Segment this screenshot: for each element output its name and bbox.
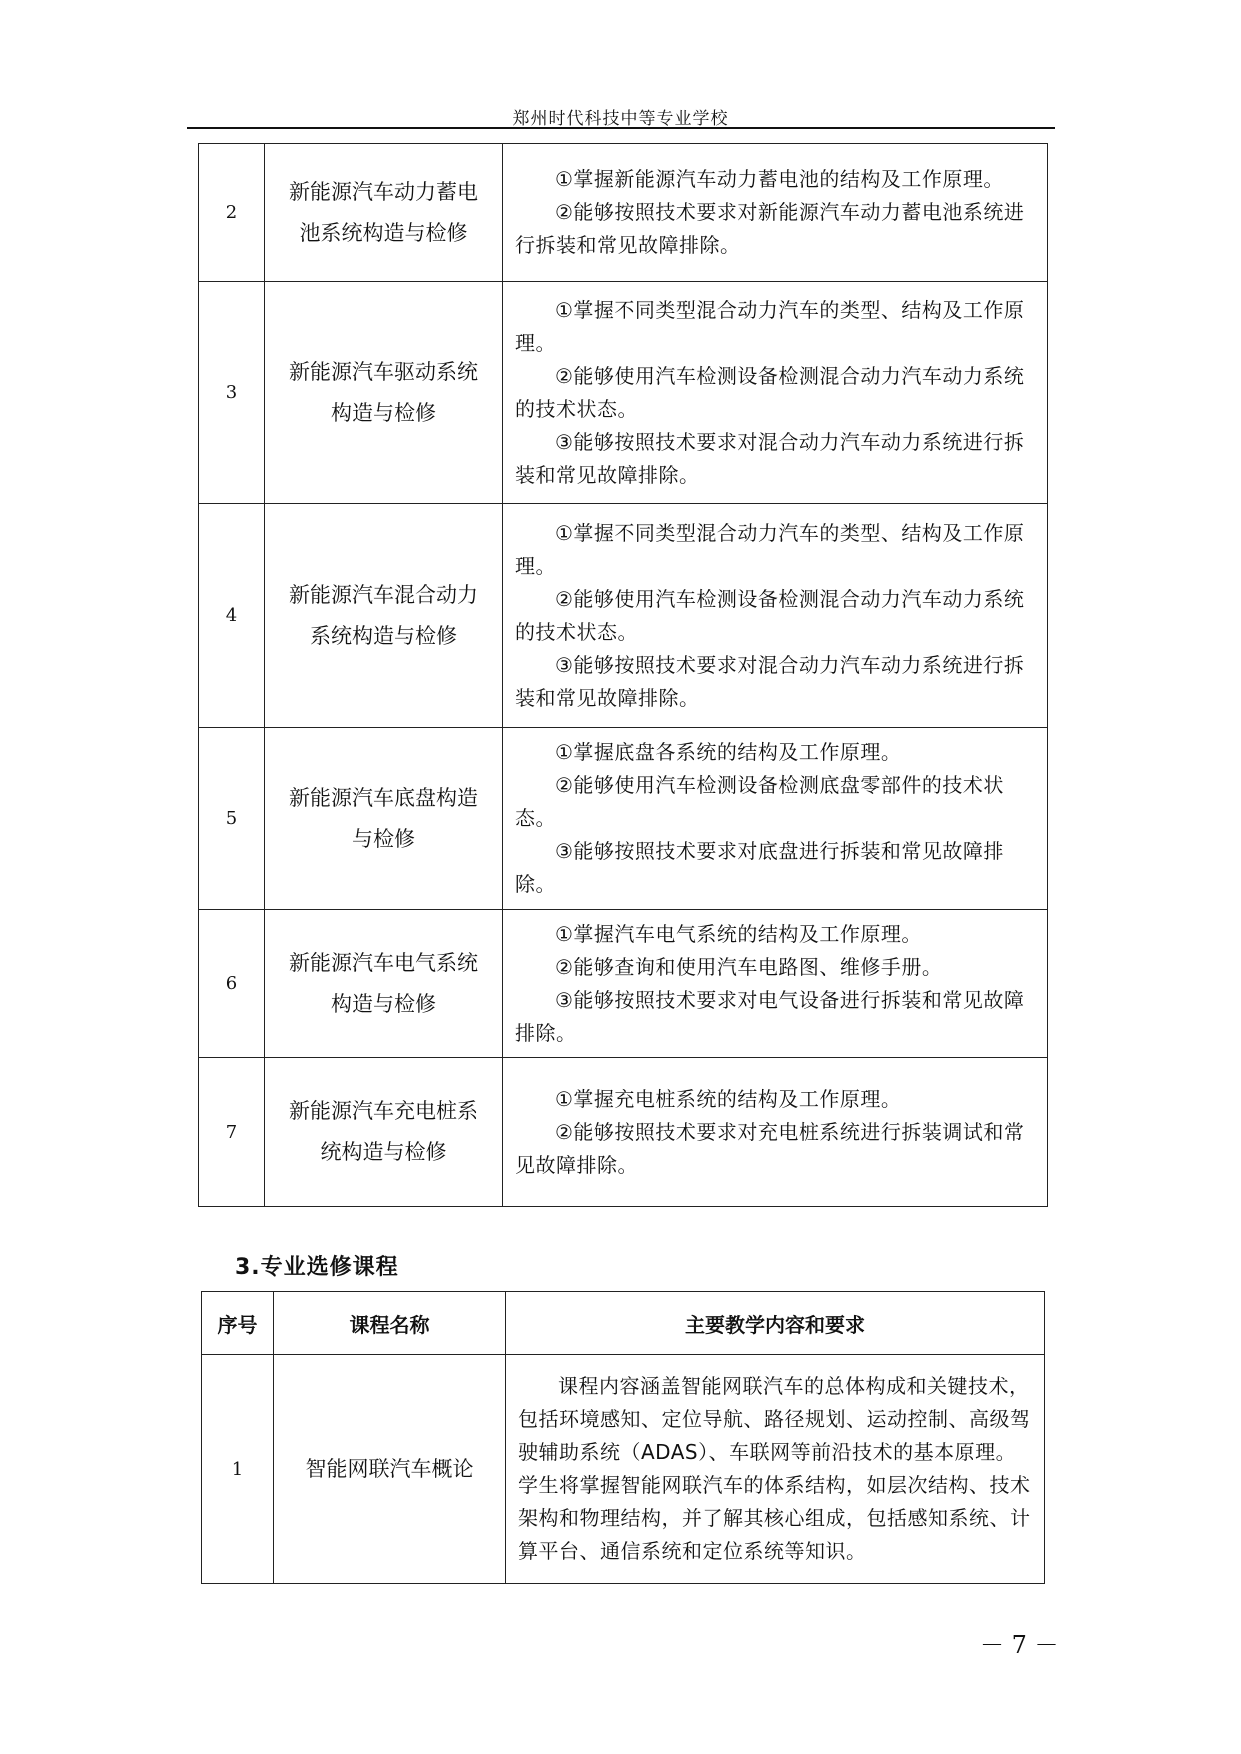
- content-line: ①掌握不同类型混合动力汽车的类型、结构及工作原理。: [515, 297, 1025, 355]
- core-courses-table: [198, 143, 1048, 1207]
- content-line: ①掌握底盘各系统的结构及工作原理。: [555, 740, 902, 764]
- course-number: 2: [199, 144, 265, 282]
- column-header-number: 序号: [202, 1292, 274, 1355]
- course-content: [506, 1355, 1045, 1584]
- table-row: [199, 282, 1048, 504]
- content-line: ②能够按照技术要求对新能源汽车动力蓄电池系统进行拆装和常见故障排除。: [515, 200, 1025, 257]
- content-line: ①掌握不同类型混合动力汽车的类型、结构及工作原理。: [515, 520, 1025, 578]
- page-header-school-name: 郑州时代科技中等专业学校: [512, 109, 729, 129]
- content-line: ①掌握汽车电气系统的结构及工作原理。: [555, 921, 922, 946]
- content-line: ①掌握新能源汽车动力蓄电池的结构及工作原理。: [555, 167, 1004, 191]
- content-line: ②能够查询和使用汽车电路图、维修手册。: [555, 954, 943, 979]
- course-number: 1: [202, 1355, 274, 1584]
- course-content: [503, 1058, 1048, 1207]
- content-line: ③能够按照技术要求对底盘进行拆装和常见故障排除。: [515, 839, 1004, 896]
- course-content: [503, 504, 1048, 728]
- course-number: 7: [199, 1058, 265, 1207]
- table-row: [199, 1058, 1048, 1207]
- elective-courses-table: [201, 1291, 1045, 1584]
- content-line: ①掌握充电桩系统的结构及工作原理。: [555, 1086, 902, 1111]
- course-name: 新能源汽车动力蓄电池系统构造与检修: [265, 144, 503, 282]
- table-row: [199, 910, 1048, 1058]
- header-divider: [187, 127, 1055, 129]
- course-name: 新能源汽车电气系统构造与检修: [265, 910, 503, 1058]
- elective-section-title: 3.专业选修课程: [235, 1255, 399, 1280]
- content-line: ②能够使用汽车检测设备检测混合动力汽车动力系统的技术状态。: [515, 363, 1025, 421]
- course-name: 新能源汽车充电桩系统构造与检修: [265, 1058, 503, 1207]
- content-line: ③能够按照技术要求对混合动力汽车动力系统进行拆装和常见故障排除。: [515, 429, 1025, 487]
- content-line: ②能够使用汽车检测设备检测混合动力汽车动力系统的技术状态。: [515, 586, 1025, 644]
- course-number: 5: [199, 728, 265, 910]
- course-content: [503, 282, 1048, 504]
- table-row: [199, 728, 1048, 910]
- content-line: ③能够按照技术要求对混合动力汽车动力系统进行拆装和常见故障排除。: [515, 652, 1025, 710]
- course-content: [503, 910, 1048, 1058]
- content-line: ②能够按照技术要求对充电桩系统进行拆装调试和常见故障排除。: [515, 1119, 1025, 1177]
- column-header-name: 课程名称: [274, 1292, 506, 1355]
- course-name: 智能网联汽车概论: [274, 1355, 506, 1584]
- table-row: [199, 504, 1048, 728]
- table-row: [202, 1355, 1045, 1584]
- content-paragraph: 课程内容涵盖智能网联汽车的总体构成和关键技术，包括环境感知、定位导航、路径规划、运动控制、高级驾驶辅助系统（ADAS）、车联网等前沿技术的基本原理。学生将掌握智能网联汽车的体系结构，如层次结构、技术架构和物理结构，并了解其核心组成，包括感知系统、计算平台、通信系统和定位系统等知识。: [518, 1374, 1031, 1563]
- course-name: 新能源汽车底盘构造与检修: [265, 728, 503, 910]
- content-line: ②能够使用汽车检测设备检测底盘零部件的技术状态。: [515, 773, 1004, 830]
- table-header-row: [202, 1292, 1045, 1355]
- page-number: － 7 －: [980, 1631, 1059, 1659]
- course-content: [503, 728, 1048, 910]
- course-number: 4: [199, 504, 265, 728]
- table-row: [199, 144, 1048, 282]
- column-header-content: 主要教学内容和要求: [506, 1292, 1045, 1355]
- course-name: 新能源汽车驱动系统构造与检修: [265, 282, 503, 504]
- course-number: 3: [199, 282, 265, 504]
- course-number: 6: [199, 910, 265, 1058]
- course-content: [503, 144, 1048, 282]
- course-name: 新能源汽车混合动力系统构造与检修: [265, 504, 503, 728]
- content-line: ③能够按照技术要求对电气设备进行拆装和常见故障排除。: [515, 987, 1025, 1045]
